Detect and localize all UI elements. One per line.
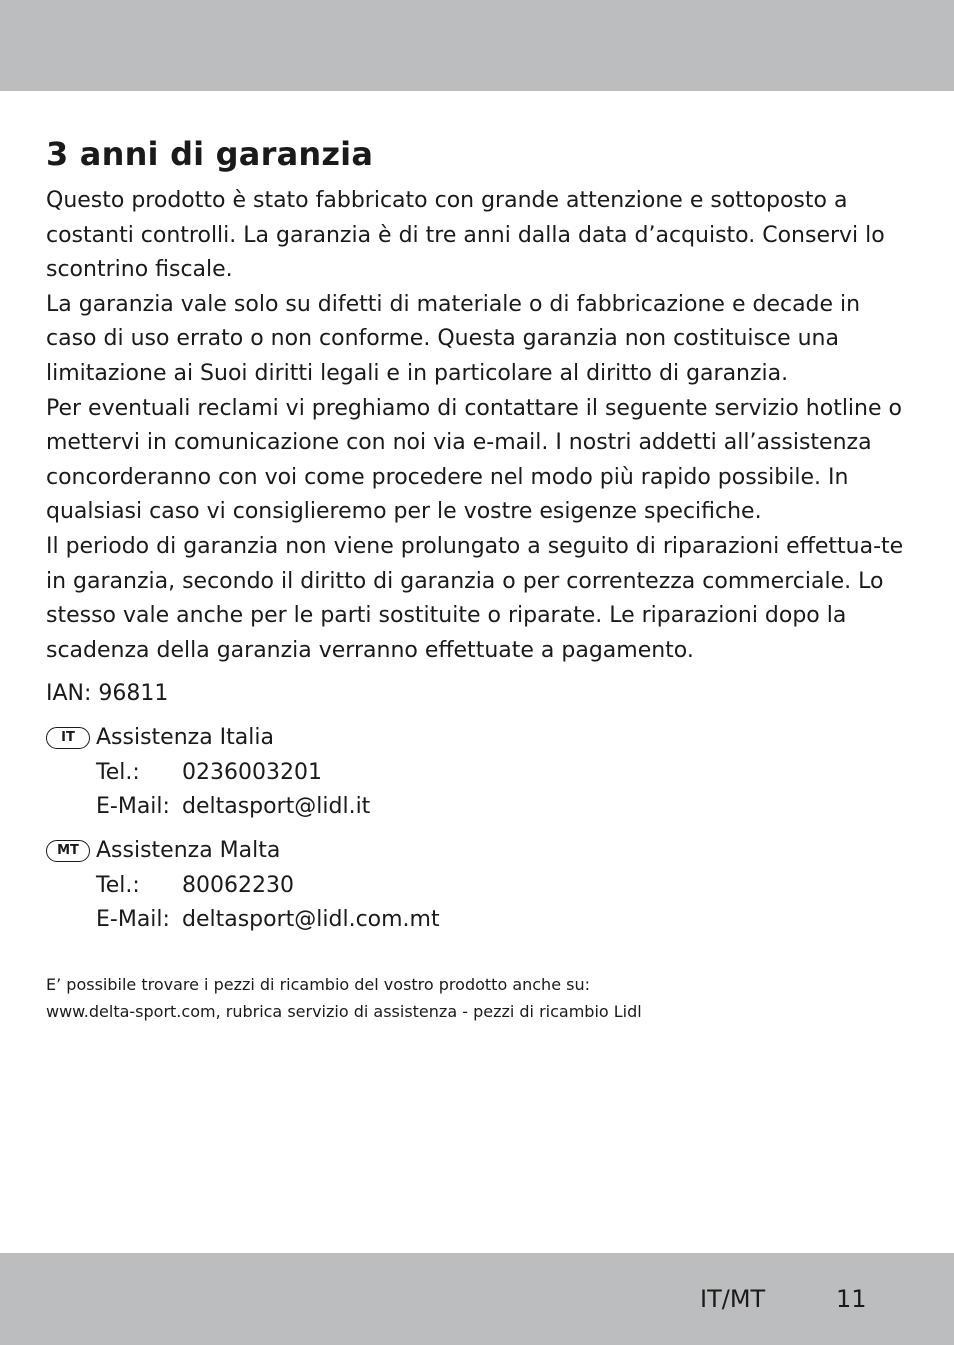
paragraph: Per eventuali reclami vi preghiamo di contattare il seguente servizio hotline o mettervi in comunicazione con noi via e-mail. I nostri addetti all’assistenza concorderanno con voi come procedere nel modo più rapido possibile. In qualsiasi caso vi consiglieremo per le vostre esigenze specifiche. <box>46 395 902 525</box>
page-title: 3 anni di garanzia <box>46 135 374 173</box>
contact-email <box>46 790 370 825</box>
contact-header <box>46 721 370 756</box>
email-address[interactable]: deltasport@lidl.com.mt <box>182 907 440 933</box>
ian-number: IAN: 96811 <box>46 681 169 706</box>
footer-language: IT/MT <box>700 1285 766 1313</box>
country-badge-icon: MT <box>46 840 90 862</box>
contact-title: Assistenza Italia <box>96 725 274 750</box>
contact-phone <box>46 756 370 791</box>
page-number: 11 <box>836 1285 867 1313</box>
note-line: E’ possibile trovare i pezzi di ricambio del vostro prodotto anche su: <box>46 975 590 994</box>
contact-italy <box>46 721 370 825</box>
warranty-text <box>46 184 916 668</box>
header-band <box>0 0 954 91</box>
note-url-line[interactable]: www.delta-sport.com, rubrica servizio di assistenza - pezzi di ricambio Lidl <box>46 1002 642 1021</box>
paragraph: Il periodo di garanzia non viene prolungato a seguito di riparazioni effettua-te in garanzia, secondo il diritto di garanzia o per correntezza commerciale. Lo stesso vale anche per le parti sostituite o riparate. Le riparazioni dopo la scadenza della garanzia verranno effettuate a pagamento. <box>46 533 904 663</box>
contact-title: Assistenza Malta <box>96 838 281 863</box>
contact-malta <box>46 834 440 938</box>
phone-number[interactable]: 0236003201 <box>182 759 322 785</box>
contact-header <box>46 834 440 869</box>
spare-parts-note <box>46 971 642 1025</box>
phone-label: Tel.: <box>96 759 140 785</box>
email-label: E-Mail: <box>96 907 170 933</box>
footer-band <box>0 1253 954 1345</box>
phone-number[interactable]: 80062230 <box>182 872 294 898</box>
email-label: E-Mail: <box>96 794 170 820</box>
email-address[interactable]: deltasport@lidl.it <box>182 794 371 820</box>
contact-email <box>46 903 440 938</box>
phone-label: Tel.: <box>96 872 140 898</box>
contact-phone <box>46 869 440 904</box>
paragraph: Questo prodotto è stato fabbricato con grande attenzione e sottoposto a costanti controlli. La garanzia è di tre anni dalla data d’acquisto. Conservi lo scontrino fiscale. <box>46 188 885 283</box>
paragraph: La garanzia vale solo su difetti di materiale o di fabbricazione e decade in caso di uso errato o non conforme. Questa garanzia non costituisce una limitazione ai Suoi diritti legali e in particolare al diritto di garanzia. <box>46 291 861 386</box>
country-badge-icon: IT <box>46 727 90 749</box>
